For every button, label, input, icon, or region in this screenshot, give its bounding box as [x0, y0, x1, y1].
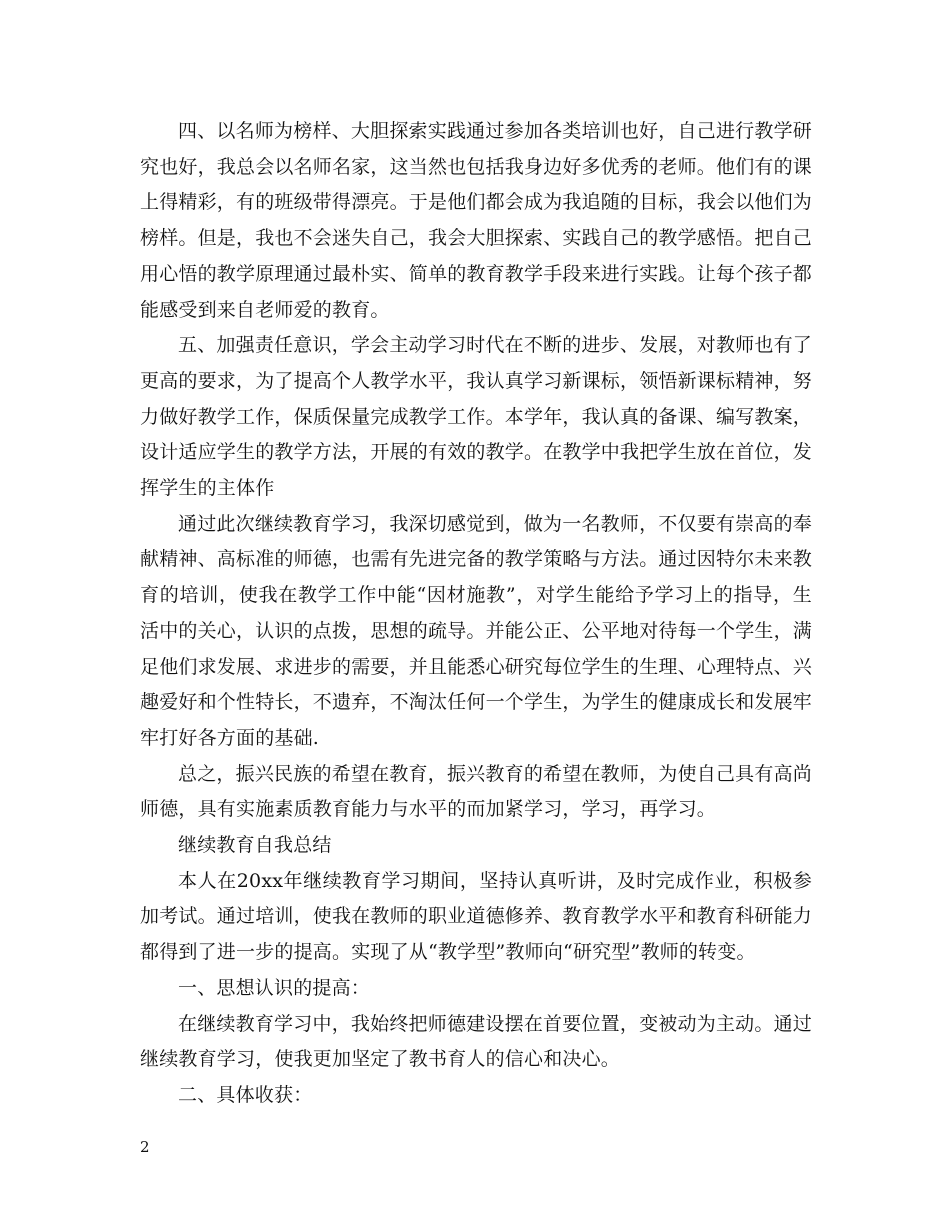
page-number: 2 — [140, 1138, 150, 1156]
subheading-gains: 二、具体收获： — [178, 1083, 313, 1106]
section-heading-self-summary: 继续教育自我总结 — [178, 834, 332, 857]
paragraph-training-reflection: 通过此次继续教育学习，我深切感觉到，做为一名教师，不仅要有崇高的奉献精神、高标准的师德，也需有先进完备的教学策略与方法。通过因特尔未来教育的培训，使我在教学工作中能“因材施教”，对学生能给予学习上的指导，生活中的关心，认识的点拨，思想的疏导。并能公正、公平地对待每一个学生，满足他们求发展、求进步的需要，并且能悉心研究每位学生的生理、心理特点、兴趣爱好和个性特长，不遗弃，不淘汰任何一个学生，为学生的健康成长和发展牢牢打好各方面的基础. — [140, 512, 813, 749]
body-text — [140, 114, 812, 1114]
paragraph-role-model: 四、以名师为榜样、大胆探索实践通过参加各类培训也好，自己进行教学研究也好，我总会以名师名家，这当然也包括我身边好多优秀的老师。他们有的课上得精彩，有的班级带得漂亮。于是他们都会成为我追随的目标，我会以他们为榜样。但是，我也不会迷失自己，我会大胆探索、实践自己的教学感悟。把自己用心悟的教学原理通过最朴实、简单的教育教学手段来进行实践。让每个孩子都能感受到来自老师爱的教育。 — [140, 120, 813, 321]
subheading-thinking: 一、思想认识的提高： — [178, 976, 371, 999]
paragraph-ethics: 在继续教育学习中，我始终把师德建设摆在首要位置，变被动为主动。通过继续教育学习，使我更加坚定了教书育人的信心和决心。 — [140, 1012, 812, 1071]
paragraph-summary-intro: 本人在20xx年继续教育学习期间，坚持认真听讲，及时完成作业，积极参加考试。通过培训，使我在教师的职业道德修养、教育教学水平和教育科研能力都得到了进一步的提高。实现了从“教学型”教师向“研究型”教师的转变。 — [140, 869, 813, 964]
paragraph-conclusion: 总之，振兴民族的希望在教育，振兴教育的希望在教师，为使自己具有高尚师德，具有实施素质教育能力与水平的而加紧学习，学习，再学习。 — [140, 762, 812, 821]
paragraph-responsibility: 五、加强责任意识，学会主动学习时代在不断的进步、发展，对教师也有了更高的要求，为了提高个人教学水平，我认真学习新课标，领悟新课标精神，努力做好教学工作，保质保量完成教学工作。本学年，我认真的备课、编写教案，设计适应学生的教学方法，开展的有效的教学。在教学中我把学生放在首位，发挥学生的主体作 — [140, 334, 813, 500]
